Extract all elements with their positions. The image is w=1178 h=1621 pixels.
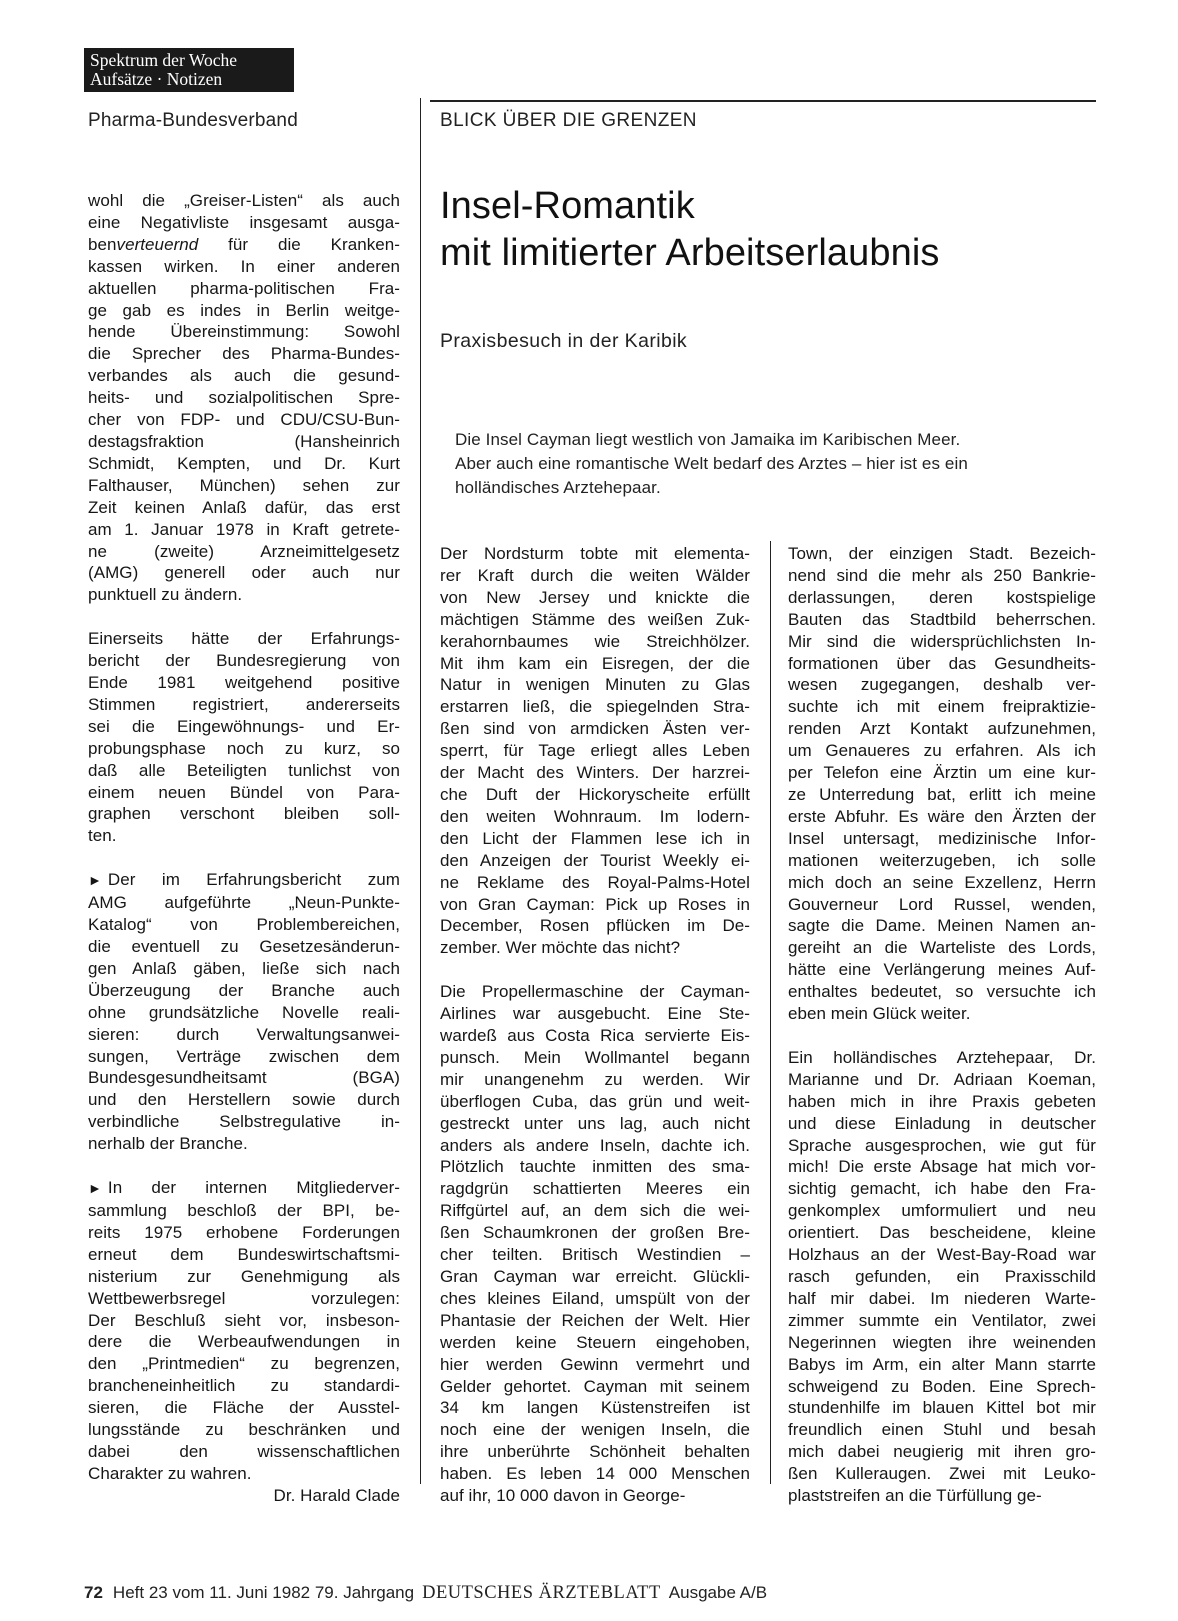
text-line: wardeß aus Costa Rica servierte Eis-: [440, 1026, 750, 1046]
text-line: 34 km langen Küstenstreifen ist: [440, 1398, 750, 1418]
text-line: auf ihr, 10 000 davon in George-: [440, 1486, 686, 1506]
text-line: ßen sind von armdicken Ästen ver-: [440, 719, 750, 739]
text-line: cher teilten. Britisch Westindien –: [440, 1245, 750, 1265]
lead-line: holländisches Arztehepaar.: [455, 478, 661, 497]
text-line: rasch gefunden, ein Praxisschild: [788, 1267, 1096, 1286]
text-line: per Telefon eine Ärztin um eine kur-: [788, 763, 1096, 783]
lead-line: Die Insel Cayman liegt westlich von Jamaika im Karibischen Meer.: [455, 430, 961, 449]
text-line: Natur in wenigen Minuten zu Glas: [440, 675, 750, 695]
text-line: sammlung beschloß der BPI, be-: [88, 1200, 400, 1220]
text-line: half mir dabei. Im niederen Warte-: [788, 1288, 1096, 1308]
text-line: Der Beschluß sieht vor, insbeson-: [88, 1310, 400, 1330]
text-line: Negerinnen wiegten ihre weinenden: [788, 1332, 1096, 1352]
text-line: gestreckt unter uns lag, auch nicht: [440, 1113, 750, 1133]
section-heading-left: Pharma-Bundesverband: [88, 110, 298, 131]
text-line: ze Unterredung bat, erlitt ich meine: [788, 784, 1096, 804]
text-line: den weiten Wohnraum. Im lodern-: [440, 806, 750, 826]
text-line: Town, der einzigen Stadt. Bezeich-: [788, 544, 1096, 563]
left-column: [88, 190, 400, 1529]
paragraph: [788, 543, 1096, 1025]
text-line: renden Arzt Kontakt aufzunehmen,: [788, 719, 1096, 739]
text-line: zember. Wer möchte das nicht?: [440, 938, 681, 958]
text-line: Bauten das Stadtbild beherrschen.: [788, 609, 1096, 629]
section-badge: [84, 48, 294, 92]
text-line: eine Negativliste insgesamt ausga-: [88, 212, 400, 232]
paragraph: [88, 190, 400, 606]
text-line: Ende 1981 weitgehend positive: [88, 673, 400, 693]
text-line: suchte ich mit einem freipraktizie-: [788, 697, 1096, 717]
text-line: werden keine Steuern eingehoben,: [440, 1332, 750, 1352]
text-line: punktuell zu ändern.: [88, 585, 243, 605]
text-line: nerhalb der Branche.: [88, 1134, 248, 1154]
article-author: Dr. Harald Clade: [273, 1485, 400, 1505]
text-line: genkomplex umformuliert und neu: [788, 1201, 1096, 1221]
text-line: Katalog“ von Problembereichen,: [88, 915, 400, 935]
text-line: mich doch an seine Exzellenz, Herrn: [788, 872, 1096, 892]
text-line: che Duft der Hickoryscheite erfüllt: [440, 784, 750, 804]
text-line: AMG aufgeführte „Neun-Punkte-: [88, 893, 400, 913]
text-line: graphen verschont bleiben soll-: [88, 804, 400, 824]
text-line: derlassungen, deren kostspielige: [788, 587, 1096, 607]
text-line: cher von FDP- und CDU/CSU-Bun-: [88, 410, 400, 430]
text-line: (AMG) generell oder auch nur: [88, 563, 400, 583]
text-line: sei die Eingewöhnungs- und Er-: [88, 716, 400, 736]
text-line: benverteuernd für die Kranken-: [88, 234, 400, 254]
text-line: Marianne und Dr. Adriaan Koeman,: [788, 1069, 1096, 1089]
text-line: haben. Es leben 14 000 Menschen: [440, 1464, 750, 1484]
text-line: reits 1975 erhobene Forderungen: [88, 1222, 400, 1242]
column-divider-left: [420, 98, 421, 1484]
text-line: einem neuen Bündel von Para-: [88, 782, 400, 802]
text-line: hätte eine Verlängerung meines Auf-: [788, 960, 1096, 980]
text-line: Überzeugung der Branche auch: [88, 980, 400, 1000]
title-line-2: mit limitierter Arbeitserlaubnis: [440, 232, 940, 274]
text-line: formationen über das Gesundheits-: [788, 653, 1096, 673]
text-line: December, Rosen pflücken im De-: [440, 916, 750, 936]
text-line: freundlich einen Stuhl und besah: [788, 1420, 1096, 1440]
text-line: Mir sind die widersprüchlichsten In-: [788, 631, 1096, 651]
text-line: hier werden Gewinn vermehrt und: [440, 1354, 750, 1374]
text-line: punsch. Mein Wollmantel begann: [440, 1047, 750, 1067]
text-line: Gouverneur Lord Russel, wenden,: [788, 894, 1096, 914]
text-line: Gelder gehortet. Cayman mit seinem: [440, 1376, 750, 1396]
arrow-bullet-icon: ►: [88, 872, 102, 889]
text-line: gereiht an die Warteliste des Lords,: [788, 938, 1096, 958]
text-line: Schmidt, Kempten, und Dr. Kurt: [88, 453, 400, 473]
text-line-content: In der internen Mitgliederver-: [107, 1178, 400, 1198]
text-line: Plötzlich tauchte inmitten des sma-: [440, 1157, 750, 1177]
text-line: den Licht der Flammen lese ich in: [440, 828, 750, 848]
text-line: mich! Die erste Absage hat mich vor-: [788, 1157, 1096, 1177]
text-line: nisterium zur Genehmigung als: [88, 1266, 400, 1286]
text-line: ches kleines Eiland, umspült von der: [440, 1288, 750, 1308]
article-subtitle: Praxisbesuch in der Karibik: [440, 330, 688, 352]
text-line: um Genaueres zu erfahren. Als ich: [788, 741, 1096, 761]
text-line: Ein holländisches Arztehepaar, Dr.: [788, 1047, 1096, 1067]
text-line: sichtig gemacht, ich habe den Fra-: [788, 1179, 1096, 1199]
text-line: ne (zweite) Arzneimittelgesetz: [88, 541, 400, 561]
badge-line-2: Aufsätze · Notizen: [90, 69, 223, 89]
top-rule: [430, 100, 1096, 102]
arrow-bullet-icon: ►: [88, 1180, 102, 1197]
page-number: 72: [84, 1583, 103, 1602]
text-line: Babys im Arm, ein alter Mann starrte: [788, 1354, 1096, 1374]
text-line: überflogen Cuba, das grün und weit-: [440, 1091, 750, 1111]
text-line: lungsstände zu beschränken und: [88, 1420, 400, 1440]
text-line: Falthauser, München) sehen zur: [88, 475, 400, 495]
text-line: am 1. Januar 1978 in Kraft getrete-: [88, 519, 400, 539]
text-line: wohl die „Greiser-Listen“ als auch: [88, 191, 400, 210]
text-line: verbandes als auch die gesund-: [88, 366, 400, 386]
text-line: Airlines war ausgebucht. Eine Ste-: [440, 1004, 750, 1024]
paragraph: [440, 981, 750, 1507]
text-line: ne Reklame des Royal-Palms-Hotel: [440, 872, 750, 892]
page-footer: [84, 1583, 767, 1604]
text-line: und diese Einladung in deutscher: [788, 1113, 1096, 1133]
text-line: plaststreifen an die Türfüllung ge-: [788, 1486, 1042, 1506]
text-line: enthaltes bedeutet, so versuchte ich: [788, 982, 1096, 1002]
journal-name: DEUTSCHES ÄRZTEBLATT: [422, 1583, 661, 1603]
text-line: [88, 869, 400, 892]
text-line: nend sind die mehr als 250 Bankrie-: [788, 565, 1096, 585]
text-line: aktuellen pharma-politischen Fra-: [88, 278, 400, 298]
text-line: ohne grundsätzliche Novelle reali-: [88, 1002, 400, 1022]
text-line: die Sprecher des Pharma-Bundes-: [88, 344, 400, 364]
text-line: sieren, die Fläche der Ausstel-: [88, 1398, 400, 1418]
text-line: kassen wirken. In einer anderen: [88, 256, 400, 276]
text-line: stundenhilfe im blauen Kittel bot mir: [788, 1398, 1096, 1418]
text-line: schweigend zu Boden. Eine Sprech-: [788, 1376, 1096, 1396]
text-line-content: Der im Erfahrungsbericht zum: [107, 870, 400, 890]
text-line: Gran Cayman war erreicht. Glückli-: [440, 1267, 750, 1286]
text-line: sperrt, für Tage erliegt alles Leben: [440, 741, 750, 761]
text-line: Charakter zu wahren.: [88, 1463, 252, 1483]
text-line: von New Jersey und knickte die: [440, 587, 750, 607]
text-line: eben mein Glück weiter.: [788, 1004, 971, 1024]
text-line: hende Übereinstimmung: Sowohl: [88, 322, 400, 342]
text-line: Sprache ausgesprochen, wie gut für: [788, 1135, 1096, 1155]
text-line: ihre unberührte Schönheit behalten: [440, 1442, 750, 1462]
text-line: mir unangenehm zu werden. Wir: [440, 1069, 750, 1089]
text-line: Mit ihm kam ein Eisregen, der die: [440, 653, 750, 673]
text-line: Einerseits hätte der Erfahrungs-: [88, 629, 400, 649]
text-line: rer Kraft durch die weiten Wälder: [440, 565, 750, 585]
text-line: bericht der Bundesregierung von: [88, 651, 400, 671]
middle-column: [440, 543, 750, 1529]
text-line: haben mich in ihre Praxis gebeten: [788, 1091, 1096, 1111]
text-line: verbindliche Selbstregulative in-: [88, 1112, 400, 1132]
text-line: ßen Kulleraugen. Zwei mit Leuko-: [788, 1464, 1096, 1484]
text-line: Insel untersagt, medizinische Infor-: [788, 828, 1096, 848]
title-line-1: Insel-Romantik: [440, 185, 695, 227]
text-line: erstarren ließ, die spiegelnden Stra-: [440, 697, 750, 717]
text-line: den Anzeigen der Tourist Weekly ei-: [440, 850, 750, 870]
text-line: mationen weiterzugeben, ich solle: [788, 850, 1096, 870]
lead-line: Aber auch eine romantische Welt bedarf des Arztes – hier ist es ein: [455, 454, 968, 473]
text-line: den „Printmedien“ zu begrenzen,: [88, 1354, 400, 1374]
text-line: anders als andere Inseln, dachte ich.: [440, 1135, 750, 1155]
text-line: Phantasie der Reichen der Welt. Hier: [440, 1310, 750, 1330]
text-line: die eventuell zu Gesetzesänderun-: [88, 937, 400, 956]
text-line: Die Propellermaschine der Cayman-: [440, 982, 750, 1002]
text-line: Wettbewerbsregel vorzulegen:: [88, 1288, 400, 1308]
text-line: Bundesgesundheitsamt (BGA): [88, 1068, 400, 1088]
text-line: probungsphase noch zu kurz, so: [88, 738, 400, 758]
section-heading-right: BLICK ÜBER DIE GRENZEN: [440, 110, 697, 131]
text-line: Holzhaus an der West-Bay-Road war: [788, 1245, 1096, 1265]
text-line: orientiert. Das bescheidene, kleine: [788, 1223, 1096, 1243]
text-line: brancheneinheitlich zu standardi-: [88, 1376, 400, 1396]
text-line: Stimmen registriert, andererseits: [88, 694, 400, 714]
text-line: ragdgrün schattierten Meeres ein: [440, 1179, 750, 1199]
text-line: ßen Schaumkronen der großen Bre-: [440, 1223, 750, 1243]
article-lead: [455, 428, 1075, 500]
text-line: daß alle Beteiligten tunlichst von: [88, 760, 400, 780]
text-line: Zeit keinen Anlaß dafür, das erst: [88, 497, 400, 517]
text-line: heits- und sozialpolitischen Spre-: [88, 388, 400, 408]
text-line: kerahornbaumes wie Streichhölzer.: [440, 631, 750, 651]
paragraph: [788, 1047, 1096, 1507]
text-line: wesen zugegangen, deshalb ver-: [788, 675, 1096, 695]
text-line: noch eine der wenigen Inseln, die: [440, 1420, 750, 1440]
text-line: mächtigen Stämme des weißen Zuk-: [440, 609, 750, 629]
paragraph: [88, 1177, 400, 1507]
text-line: erneut dem Bundeswirtschaftsmi-: [88, 1244, 400, 1264]
text-line: erste Abfuhr. Es wäre den Ärzten der: [788, 806, 1096, 826]
paragraph: [88, 628, 400, 847]
edition-info: Ausgabe A/B: [668, 1583, 768, 1602]
text-line: ge gab es indes in Berlin weitge-: [88, 300, 400, 320]
text-line: Der Nordsturm tobte mit elementa-: [440, 544, 750, 563]
issue-info: Heft 23 vom 11. Juni 1982 79. Jahrgang: [112, 1583, 415, 1602]
badge-line-1: Spektrum der Woche: [90, 50, 237, 70]
text-line: gen Anlaß gäben, ließe sich nach: [88, 958, 400, 978]
text-line: der Macht des Winters. Der harzrei-: [440, 763, 750, 783]
text-line: von Gran Cayman: Pick up Roses in: [440, 894, 750, 914]
text-line: und den Herstellern sowie durch: [88, 1090, 400, 1110]
text-line: zimmer summte ein Ventilator, zwei: [788, 1310, 1096, 1330]
text-line: sagte die Dame. Meinen Namen an-: [788, 916, 1096, 936]
text-line: sieren: durch Verwaltungsanwei-: [88, 1024, 400, 1044]
text-line: ten.: [88, 826, 117, 846]
text-line: [88, 1177, 400, 1200]
article-title: [440, 183, 939, 277]
text-line: dere die Werbeaufwendungen in: [88, 1332, 400, 1352]
paragraph: [88, 869, 400, 1155]
text-line: dabei den wissenschaftlichen: [88, 1441, 400, 1461]
column-divider-right: [770, 541, 771, 1484]
text-line: sungen, Verträge zwischen dem: [88, 1046, 400, 1066]
right-column: [788, 543, 1096, 1529]
text-line: mich dabei neugierig mit ihren gro-: [788, 1442, 1096, 1462]
text-line: Riffgürtel auf, an dem sich die wei-: [440, 1201, 750, 1221]
paragraph: [440, 543, 750, 959]
text-line: destagsfraktion (Hansheinrich: [88, 431, 400, 451]
